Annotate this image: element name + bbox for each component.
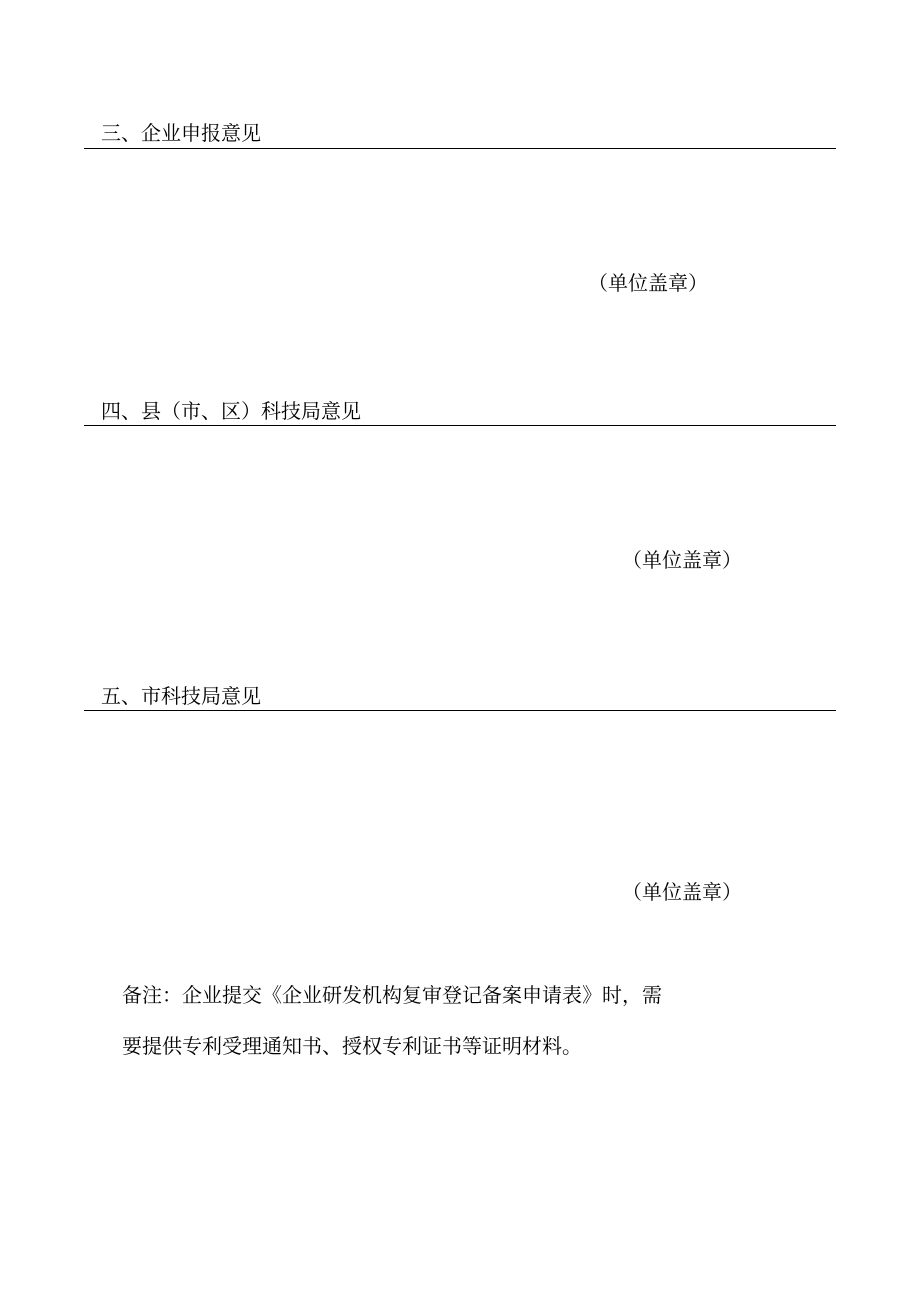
seal-label-city-bureau: （单位盖章） — [622, 880, 742, 904]
note-line-2: 要提供专利受理通知书、授权专利证书等证明材料。 — [122, 1034, 582, 1058]
seal-label-enterprise: （单位盖章） — [588, 271, 708, 295]
section-divider-enterprise — [84, 148, 836, 149]
section-heading-county-bureau: 四、县（市、区）科技局意见 — [101, 399, 361, 423]
section-heading-city-bureau: 五、市科技局意见 — [101, 684, 261, 708]
section-divider-city-bureau — [84, 710, 836, 711]
section-heading-enterprise: 三、企业申报意见 — [101, 121, 261, 145]
section-divider-county-bureau — [84, 425, 836, 426]
note-line-1: 备注：企业提交《企业研发机构复审登记备案申请表》时，需 — [122, 983, 662, 1007]
seal-label-county-bureau: （单位盖章） — [622, 548, 742, 572]
